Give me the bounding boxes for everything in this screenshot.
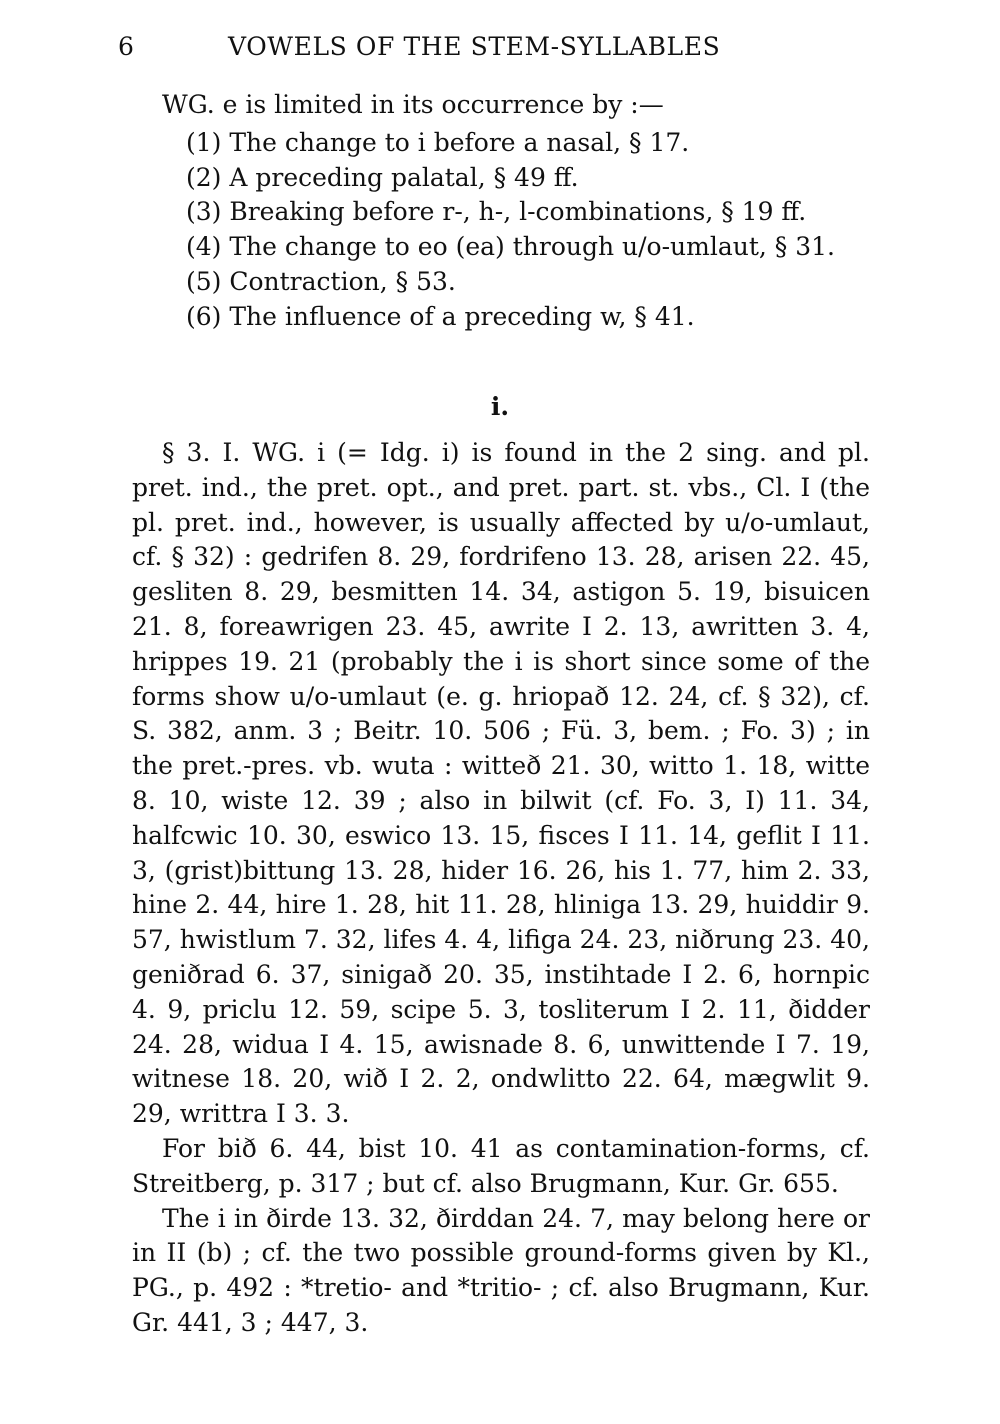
paragraph-ground-forms: The i in ðirde 13. 32, ðirddan 24. 7, may belong here or in II (b) ; cf. the two possible ground-forms given by Kl., PG., p. 492 : *tretio- and *tritio- ; cf. also Brugmann, Kur. Gr. 441, 3 ; 447, 3.	[132, 1203, 870, 1337]
list-item: (6) The influence of a preceding w, § 41.	[186, 301, 695, 331]
running-title: VOWELS OF THE STEM-SYLLABLES	[228, 32, 721, 61]
list-item: (4) The change to eo (ea) through u/o-umlaut, § 31.	[186, 232, 835, 262]
paragraph-contamination-forms: For bið 6. 44, bist 10. 41 as contamination-forms, cf. Streitberg, p. 317 ; but cf. also Brugmann, Kur. Gr. 655.	[132, 1133, 870, 1198]
intro-line: WG. e is limited in its occurrence by :—	[162, 90, 664, 119]
list-item: (1) The change to i before a nasal, § 17.	[186, 128, 690, 157]
list-item: (2) A preceding palatal, § 49 ff.	[186, 162, 579, 192]
section-heading: i.	[490, 392, 510, 421]
enumerated-list	[186, 126, 835, 334]
page-number: 6	[118, 32, 135, 61]
body-text	[132, 436, 870, 1341]
paragraph-section-3: § 3. I. WG. i (= Idg. i) is found in the 2 sing. and pl. pret. ind., the pret. opt., and pret. part. st. vbs., Cl. I (the pl. pret. ind., however, is usually affected by u/o-umlaut, cf. § 32) : gedrifen 8. 29, fordrifeno 13. 28, arisen 22. 45, gesliten 8. 29, besmitten 14. 34, astigon 5. 19, bisuicen 21. 8, foreawrigen 23. 45, awrite I 2. 13, awritten 3. 4, hrippes 19. 21 (probably the i is short since some of the forms show u/o-umlaut (e. g. hriopað 12. 24, cf. § 32), cf. S. 382, anm. 3 ; Beitr. 10. 506 ; Fü. 3, bem. ; Fo. 3) ; in the pret.-pres. vb. wuta : witteð 21. 30, witto 1. 18, witte 8. 10, wiste 12. 39 ; also in bilwit (cf. Fo. 3, I) 11. 34, halfcwic 10. 30, eswico 13. 15, fisces I 11. 14, geflit I 11. 3, (grist)bittung 13. 28, hider 16. 26, his 1. 77, him 2. 33, hine 2. 44, hire 1. 28, hit 11. 28, hliniga 13. 29, huiddir 9. 57, hwistlum 7. 32, lifes 4. 4, lifiga 24. 23, niðrung 23. 40, geniðrad 6. 37, sinigað 20. 35, instihtade I 2. 6, hornpic 4. 9, priclu 12. 59, scipe 5. 3, tosliterum I 2. 11, ðidder 24. 28, widua I 4. 15, awisnade 8. 6, unwittende I 7. 19, witnese 18. 20, wið I 2. 2, ondwlitto 22. 64, mægwlit 9. 29, writtra I 3. 3.	[132, 438, 870, 1129]
running-head	[118, 30, 878, 70]
list-item: (3) Breaking before r-, h-, l-combinations, § 19 ff.	[186, 197, 807, 227]
list-item: (5) Contraction, § 53.	[186, 266, 456, 296]
